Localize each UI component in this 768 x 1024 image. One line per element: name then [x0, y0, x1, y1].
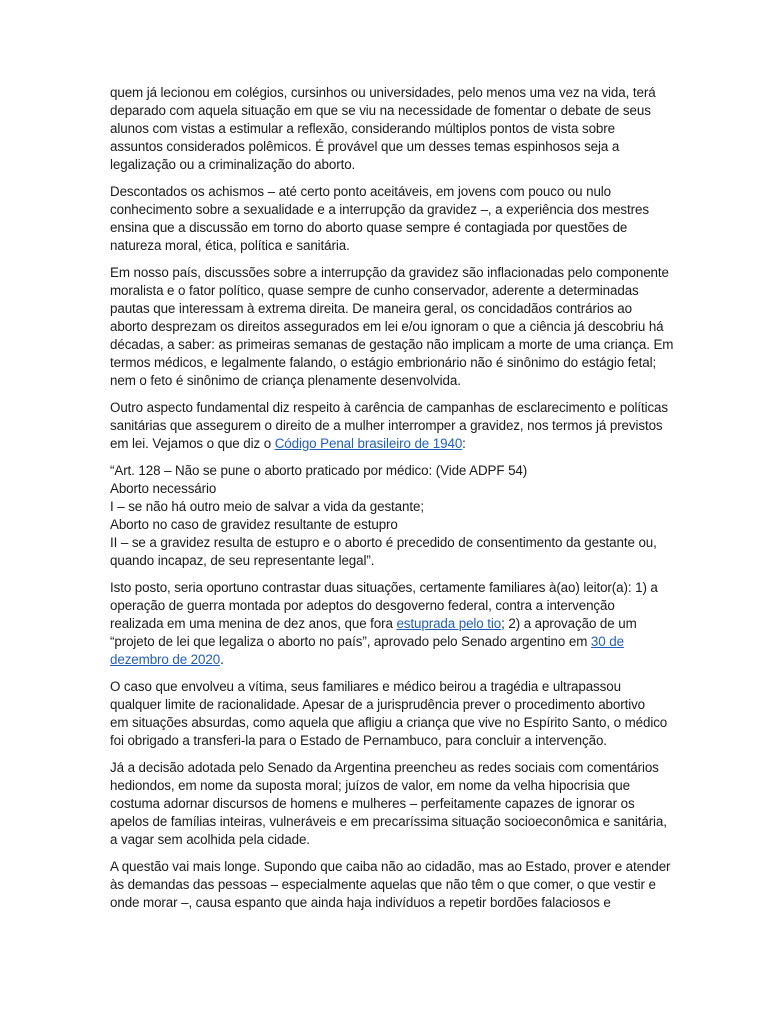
paragraph-caso-vitima [110, 678, 668, 750]
text-line: quando incapaz, de seu representante legal”. [110, 553, 375, 568]
text-line: a vagar sem acolhida pela cidade. [110, 832, 310, 847]
text-line: às demandas das pessoas – especialmente aquelas que não têm o que comer, o que vestir e [110, 877, 656, 892]
text-line: aborto desprezam os direitos assegurados em lei e/ou ignoram o que a ciência já descobriu há [110, 319, 664, 334]
text-segment: “projeto de lei que legaliza o aborto no país”, aprovado pelo Senado argentino em [110, 634, 591, 649]
text-line: “Art. 128 – Não se pune o aborto praticado por médico: (Vide ADPF 54) [110, 463, 528, 478]
text-line: qualquer limite de racionalidade. Apesar de a jurisprudência prever o procedimento abortivo [110, 697, 646, 712]
paragraph-nosso-pais [110, 264, 674, 390]
text-line: ensina que a discussão em torno do aborto quase sempre é contagiada por questões de [110, 220, 628, 235]
text-line: moralista e o fator político, quase sempre de cunho conservador, aderente a determinadas [110, 283, 639, 298]
text-line: deparado com aquela situação em que se viu na necessidade de fomentar o debate de seus [110, 103, 651, 118]
text-line: foi obrigado a transferi-la para o Estado de Pernambuco, para concluir a intervenção. [110, 733, 607, 748]
text-line: costuma adornar discursos de homens e mulheres – perfeitamente capazes de ignorar os [110, 796, 635, 811]
text-segment: realizada em uma menina de dez anos, que fora [110, 616, 397, 631]
text-line: décadas, a saber: as primeiras semanas de gestação não implicam a morte de uma criança. Em [110, 337, 674, 352]
estuprada-pelo-tio-link[interactable]: estuprada pelo tio [396, 616, 502, 631]
date-link-part-2[interactable]: dezembro de 2020 [110, 652, 221, 667]
document-page [110, 84, 674, 921]
text-line: Isto posto, seria oportuno contrastar duas situações, certamente familiares à(ao) leitor(a): 1) a [110, 580, 658, 595]
text-line: apelos de famílias inteiras, vulneráveis e em precaríssima situação socioeconômica e sanitária, [110, 814, 667, 829]
text-line: Descontados os achismos – até certo ponto aceitáveis, em jovens com pouco ou nulo [110, 184, 612, 199]
text-line: alunos com vistas a estimular a reflexão, considerando múltiplos pontos de vista sobre [110, 121, 615, 136]
text-line: pautas que interessam à extrema direita. De maneira geral, os concidadãos contrários ao [110, 301, 633, 316]
text-line: Aborto no caso de gravidez resultante de estupro [110, 517, 398, 532]
text-line: II – se a gravidez resulta de estupro e o aborto é precedido de consentimento da gestante ou, [110, 535, 657, 550]
text-line: Outro aspecto fundamental diz respeito à carência de campanhas de esclarecimento e políticas [110, 400, 668, 415]
text-line: legalização ou a criminalização do aborto. [110, 157, 356, 172]
text-segment: em lei. Vejamos o que diz o [110, 436, 275, 451]
text-segment: ; 2) a aprovação de um [501, 616, 637, 631]
text-line [110, 615, 658, 633]
text-line: conhecimento sobre a sexualidade e a interrupção da gravidez –, a experiência dos mestres [110, 202, 649, 217]
paragraph-isto-posto [110, 579, 658, 669]
text-line: Já a decisão adotada pelo Senado da Argentina preencheu as redes sociais com comentários [110, 760, 659, 775]
text-line: onde morar –, causa espanto que ainda haja indivíduos a repetir bordões falaciosos e [110, 895, 611, 910]
text-line: O caso que envolveu a vítima, seus familiares e médico beirou a tragédia e ultrapassou [110, 679, 621, 694]
text-segment: : [462, 436, 466, 451]
text-line: assuntos considerados polêmicos. É provável que um desses temas espinhosos seja a [110, 139, 620, 154]
text-line: quem já lecionou em colégios, cursinhos ou universidades, pelo menos uma vez na vida, terá [110, 85, 656, 100]
text-line [110, 633, 658, 651]
codigo-penal-link[interactable]: Código Penal brasileiro de 1940 [274, 436, 463, 451]
paragraph-questao [110, 858, 671, 912]
text-line [110, 651, 658, 669]
text-line: operação de guerra montada por adeptos do desgoverno federal, contra a intervenção [110, 598, 615, 613]
paragraph-outro-aspecto [110, 399, 668, 453]
text-line: termos médicos, e legalmente falando, o estágio embrionário não é sinônimo do estágio fetal; [110, 355, 657, 370]
text-segment: . [220, 652, 224, 667]
paragraph-senado-argentina [110, 759, 667, 849]
text-line: em situações absurdas, como aquela que afligiu a criança que vive no Espírito Santo, o médico [110, 715, 668, 730]
text-line: natureza moral, ética, política e sanitária. [110, 238, 350, 253]
paragraph-achismos [110, 183, 658, 255]
text-line: hediondos, em nome da suposta moral; juízos de valor, em nome da velha hipocrisia que [110, 778, 630, 793]
text-line: Aborto necessário [110, 481, 217, 496]
text-line: Em nosso país, discussões sobre a interrupção da gravidez são inflacionadas pelo componente [110, 265, 669, 280]
text-line: sanitárias que assegurem o direito de a mulher interromper a gravidez, nos termos já previstos [110, 418, 663, 433]
paragraph-intro [110, 84, 658, 174]
text-line: A questão vai mais longe. Supondo que caiba não ao cidadão, mas ao Estado, prover e atender [110, 859, 671, 874]
date-link-part-1[interactable]: 30 de [590, 634, 624, 649]
quote-art-128 [110, 462, 658, 570]
text-line [110, 435, 658, 453]
text-line: I – se não há outro meio de salvar a vida da gestante; [110, 499, 424, 514]
text-line: nem o feto é sinônimo de criança plenamente desenvolvida. [110, 373, 461, 388]
